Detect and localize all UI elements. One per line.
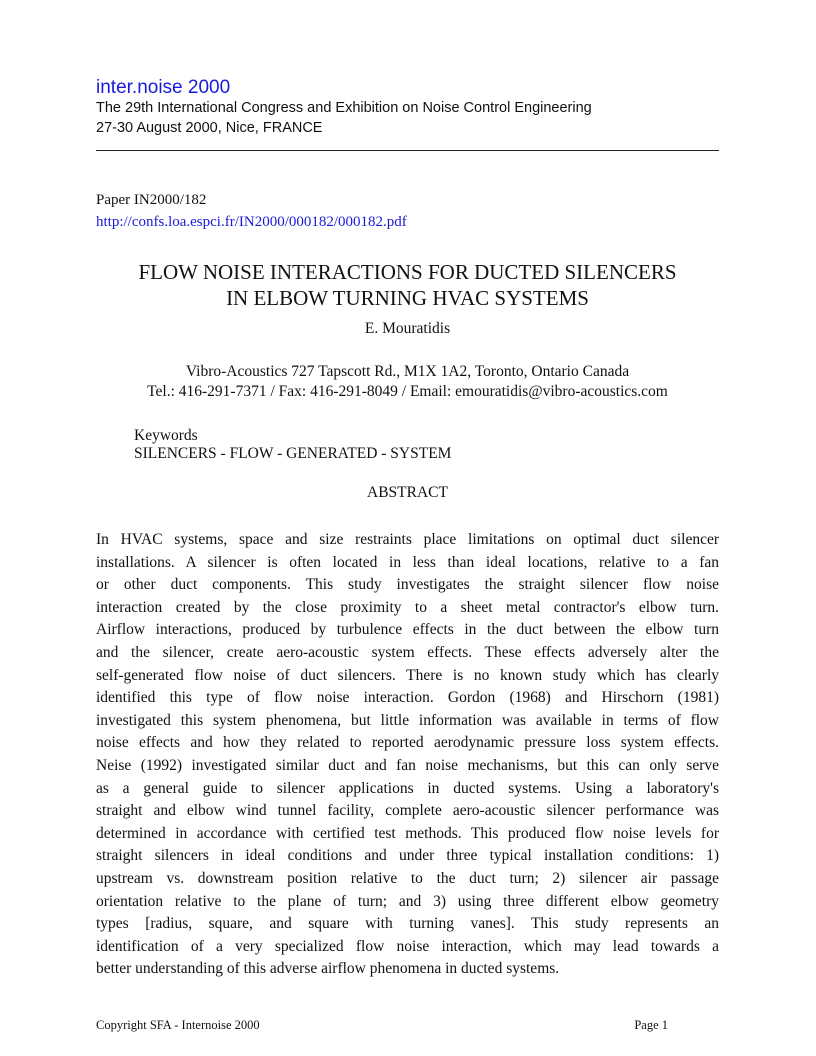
affiliation-address: Vibro-Acoustics 727 Tapscott Rd., M1X 1A2, Toronto, Ontario Canada	[185, 363, 630, 380]
abstract-line: or other duct components. This study investigates the straight silencer flow noise	[96, 576, 719, 594]
abstract-line: straight and elbow wind tunnel facility, complete aero-acoustic silencer performance was	[96, 802, 719, 820]
abstract-line: and the silencer, create aero-acoustic system effects. These effects adversely alter the	[96, 643, 719, 661]
abstract-line: Neise (1992) investigated similar duct and fan noise mechanisms, but this can only serve	[96, 756, 719, 774]
paper-title	[96, 259, 719, 311]
abstract-line: better understanding of this adverse airflow phenomena in ducted systems.	[96, 960, 560, 978]
abstract-line: types [radius, square, and square with turning vanes]. This study represents an	[96, 915, 719, 933]
footer-page-number: Page 1	[634, 1018, 668, 1032]
abstract-line: investigated this system phenomena, but little information was available in terms of flow	[96, 711, 719, 729]
abstract-line: orientation relative to the plane of turn; and 3) using three different elbow geometry	[96, 892, 719, 910]
abstract-line: installations. A silencer is often located in less than ideal locations, relative to a fan	[96, 553, 719, 571]
abstract-line: identified this type of flow noise interaction. Gordon (1968) and Hirschorn (1981)	[96, 689, 719, 707]
paper-title-line: FLOW NOISE INTERACTIONS FOR DUCTED SILENCERS	[138, 260, 677, 284]
abstract-line: determined in accordance with certified test methods. This produced flow noise levels for	[96, 824, 719, 842]
footer-copyright: Copyright SFA - Internoise 2000	[96, 1018, 260, 1032]
abstract-line: interaction created by the close proximity to a sheet metal contractor's elbow turn.	[96, 598, 719, 616]
conference-subtitle: The 29th International Congress and Exhibition on Noise Control Engineering	[96, 100, 592, 116]
abstract-line: Airflow interactions, produced by turbulence effects in the duct between the elbow turn	[96, 621, 719, 639]
abstract-body	[96, 529, 719, 981]
abstract-line: as a general guide to silencer applications in ducted systems. Using a laboratory's	[96, 779, 719, 797]
keywords-label: Keywords	[134, 427, 198, 444]
abstract-line: noise effects and how they related to reported aerodynamic pressure loss system effects.	[96, 734, 719, 752]
keywords-list: SILENCERS - FLOW - GENERATED - SYSTEM	[134, 445, 452, 462]
paper-title-line: IN ELBOW TURNING HVAC SYSTEMS	[226, 286, 589, 310]
abstract-line: In HVAC systems, space and size restraints place limitations on optimal duct silencer	[96, 531, 719, 548]
abstract-heading: ABSTRACT	[367, 484, 448, 501]
header-divider	[96, 150, 719, 151]
author-name: E. Mouratidis	[364, 320, 451, 337]
abstract-line: upstream vs. downstream position relative to the duct turn; 2) silencer air passage	[96, 869, 719, 887]
paper-url-link[interactable]: http://confs.loa.espci.fr/IN2000/000182/000182.pdf	[96, 214, 407, 230]
conference-title: inter.noise 2000	[96, 77, 231, 98]
abstract-line: identification of a very specialized flow noise interaction, which may lead towards a	[96, 937, 719, 955]
conference-date-location: 27-30 August 2000, Nice, FRANCE	[96, 120, 323, 136]
paper-id: Paper IN2000/182	[96, 192, 207, 208]
abstract-line: self-generated flow noise of duct silencers. There is no known study which has clearly	[96, 666, 719, 684]
affiliation-contact: Tel.: 416-291-7371 / Fax: 416-291-8049 / Email: emouratidis@vibro-acoustics.com	[147, 383, 668, 400]
abstract-line: straight silencers in ideal conditions and under three typical installation conditions: 1)	[96, 847, 719, 865]
